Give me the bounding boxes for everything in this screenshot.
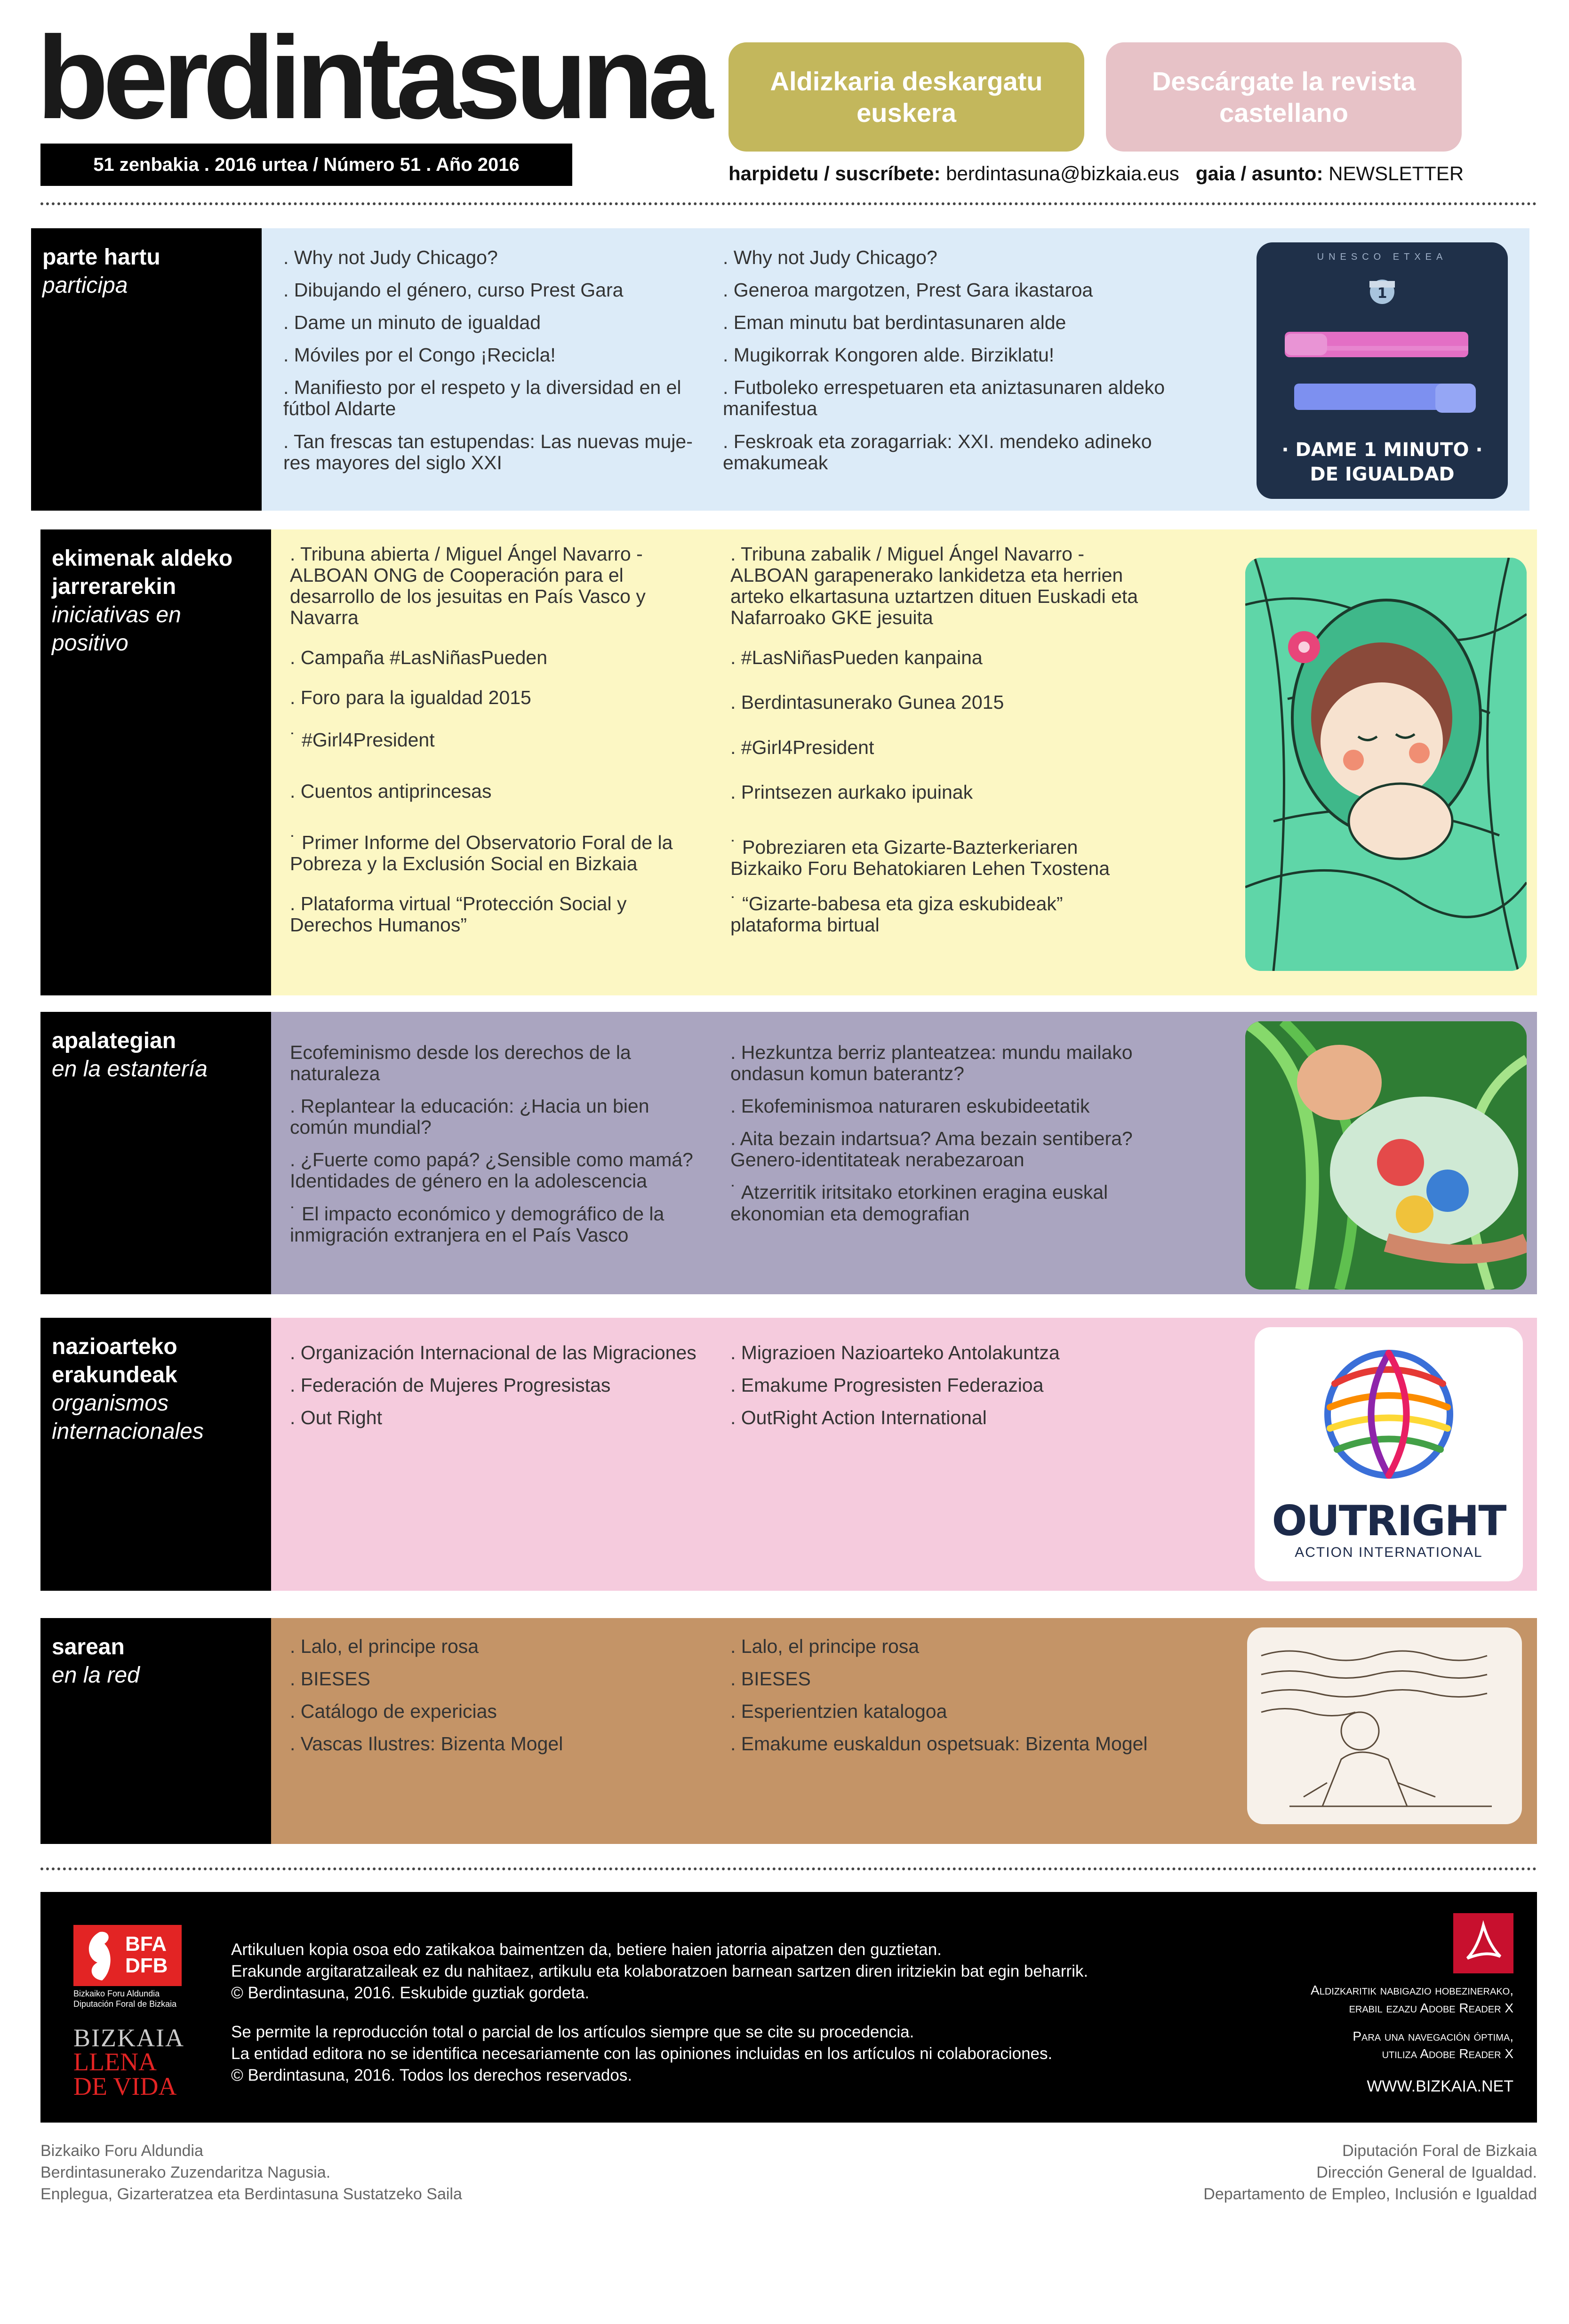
- svg-text:1: 1: [1377, 285, 1387, 302]
- bizkaia-llena-de-vida-logo: [73, 2026, 184, 2099]
- list-eu: [723, 247, 1184, 485]
- section-title-eu: ekimenak aldeko jarrerarekin: [52, 546, 233, 599]
- subscribe-line: [728, 162, 1464, 185]
- bizkaia-text: BIZKAIA: [73, 2024, 184, 2052]
- credit-es-1: Diputación Foral de Bizkaia: [1342, 2142, 1537, 2160]
- list-item-link[interactable]: . Esperientzien katalogoa: [730, 1700, 947, 1723]
- issue-bar: 51 zenbakia . 2016 urtea / Número 51 . Año 2016: [40, 144, 572, 186]
- image-title-2: DE IGUALDAD: [1310, 464, 1455, 485]
- image-title-1: · DAME 1 MINUTO ·: [1281, 439, 1483, 461]
- section-participate: [31, 228, 1529, 511]
- list-es: [290, 1636, 713, 1766]
- adobe-reader-note: [1311, 1981, 1513, 2098]
- list-item-link[interactable]: . Manifiesto por el respeto y la diversidad en el fútbol Aldarte: [283, 377, 681, 420]
- section-title-es: iniciativas en positivo: [52, 602, 181, 656]
- list-item-link[interactable]: . Migrazioen Nazioarteko Antolakuntza: [730, 1342, 1060, 1363]
- list-item-link[interactable]: . Out Right: [290, 1407, 382, 1429]
- legal-eu-2: Erakunde argitaratzaileak ez du nahitaez, artikulu eta kolaboratzoen barnean sartzen diren iritziekin bat egin beharrik.: [231, 1962, 1089, 1981]
- topic-value: NEWSLETTER: [1329, 162, 1464, 184]
- reader-eu-1: Aldizkaritik nabigazio hobezinerako,: [1311, 1983, 1513, 1997]
- list-item-link[interactable]: . Vascas Ilustres: Bizenta Mogel: [290, 1733, 563, 1755]
- bfa-dfb-text: [125, 1933, 168, 1977]
- list-item-link[interactable]: . Catálogo de expericias: [290, 1700, 497, 1723]
- section-title-eu: parte hartu: [42, 245, 160, 270]
- list-item-link[interactable]: ˙ Atzerritik iritsitako etorkinen eragina euskal ekonomian eta demografian: [730, 1181, 1108, 1225]
- legal-eu-3: © Berdintasuna, 2016. Eskubide guztiak gordeta.: [231, 1984, 590, 2003]
- section-body: [271, 529, 1537, 995]
- magazine-logo: berdintasuna: [37, 12, 708, 143]
- section-title-es: en la estantería: [52, 1057, 208, 1082]
- section-label: [40, 1318, 271, 1591]
- list-item-link[interactable]: . Tribuna abierta / Miguel Ángel Navarro - ALBOAN ONG de Cooperación para el desarrollo de los jesuitas en País Vasco y Navarra: [290, 543, 646, 629]
- section-label: [40, 1012, 271, 1294]
- legal-es-1: Se permite la reproducción total o parcial de los artículos siempre que se cite su procedencia.: [231, 2022, 914, 2041]
- list-item-link[interactable]: . Dame un minuto de igualdad: [283, 312, 541, 334]
- list-item-link[interactable]: ˙ Pobreziaren eta Gizarte-Bazterkeriaren Bizkaiko Foru Behatokiaren Lehen Txostena: [730, 836, 1110, 879]
- footer-credits-es: [1203, 2140, 1537, 2205]
- list-item-link[interactable]: . BIESES: [290, 1668, 370, 1690]
- list-item-link[interactable]: . Móviles por el Congo ¡Recicla!: [283, 344, 556, 366]
- woman-nature-illustration-icon: [1245, 1021, 1527, 1290]
- section-body: [262, 228, 1529, 511]
- download-basque-button[interactable]: Aldizkaria deskargatu euskera: [728, 42, 1084, 152]
- section-body: [271, 1618, 1537, 1844]
- list-eu: [730, 1342, 1154, 1440]
- reader-es-1: Para una navegación óptima,: [1353, 2028, 1513, 2044]
- list-item-link[interactable]: . Futboleko errespetuaren eta aniztasunaren aldeko manifestua: [723, 377, 1165, 420]
- outright-logo-text: OUTRIGHT: [1272, 1497, 1506, 1545]
- list-item-link[interactable]: . Berdintasunerako Gunea 2015: [730, 691, 1004, 713]
- section-title-es: en la red: [52, 1663, 140, 1688]
- section-body: [271, 1012, 1537, 1294]
- section-title-eu: nazioarteko erakundeak: [52, 1334, 177, 1387]
- list-item-link[interactable]: . Tribuna zabalik / Miguel Ángel Navarro - ALBOAN garapenerako lankidetza eta herrien arteko elkartasuna uztartzen dituen Euskadi eta Nafarroako GKE jesuita: [730, 543, 1138, 629]
- divider-top: [40, 202, 1537, 205]
- list-item-link[interactable]: . Federación de Mujeres Progresistas: [290, 1374, 611, 1396]
- list-item-link[interactable]: . Printsezen aurkako ipuinak: [730, 781, 973, 803]
- thumbnail-ecofeminism[interactable]: [1245, 1021, 1527, 1290]
- de-vida-text: DE VIDA: [73, 2072, 177, 2100]
- list-item-link[interactable]: . Lalo, el principe rosa: [730, 1635, 920, 1657]
- legal-text: [231, 1939, 1088, 2103]
- topic-label: gaia / asunto:: [1195, 162, 1323, 184]
- footer-credits-eu: [40, 2140, 462, 2205]
- image-caption: UNESCO ETXEA: [1317, 252, 1448, 262]
- list-item-link[interactable]: . Emakume Progresisten Federazioa: [730, 1374, 1044, 1396]
- list-item-link[interactable]: . Foro para la igualdad 2015: [290, 687, 531, 709]
- download-spanish-button[interactable]: Descárgate la revista castellano: [1106, 42, 1462, 152]
- list-item-link[interactable]: . Dibujando el género, curso Prest Gara: [283, 279, 624, 301]
- section-label: [40, 1618, 271, 1844]
- girl-illustration-icon: [1245, 558, 1527, 971]
- bfa-caption: [73, 1989, 176, 2009]
- list-item-link[interactable]: ˙ “Gizarte-babesa eta giza eskubideak” plataforma birtual: [730, 892, 1063, 936]
- list-eu: [730, 544, 1154, 947]
- list-item-link[interactable]: . Why not Judy Chicago?: [723, 247, 937, 268]
- list-es: [290, 544, 704, 947]
- list-item-link[interactable]: . Cuentos antiprincesas: [290, 780, 492, 802]
- handwriting-portrait-icon: [1247, 1627, 1522, 1824]
- credit-es-3: Departamento de Empleo, Inclusión e Igualdad: [1203, 2185, 1537, 2203]
- section-initiatives: [40, 529, 1537, 995]
- credit-eu-2: Berdintasunerako Zuzendaritza Nagusia.: [40, 2163, 331, 2181]
- legal-es-3: © Berdintasuna, 2016. Todos los derechos reservados.: [231, 2066, 632, 2084]
- reader-es-2: utiliza Adobe Reader X: [1382, 2046, 1513, 2061]
- list-item-link[interactable]: . Organización Internacional de las Migraciones: [290, 1342, 696, 1363]
- list-item-link[interactable]: Ecofeminismo desde los derechos de la naturaleza: [290, 1042, 631, 1085]
- oak-leaf-icon: [76, 1925, 123, 1986]
- credit-es-2: Dirección General de Igualdad.: [1316, 2163, 1537, 2181]
- bfa-text: BFA: [125, 1932, 167, 1955]
- list-item-link[interactable]: . Plataforma virtual “Protección Social y Derechos Humanos”: [290, 892, 627, 936]
- list-item-link[interactable]: . ¿Fuerte como papá? ¿Sensible como mamá? Identidades de género en la adolescencia: [290, 1149, 693, 1192]
- list-item-link[interactable]: ˙ Primer Informe del Observatorio Foral de la Pobreza y la Exclusión Social en Bizkaia: [290, 831, 673, 874]
- credit-eu-3: Enplegua, Gizarteratzea eta Berdintasuna Sustatzeko Saila: [40, 2185, 462, 2203]
- list-eu: [730, 1636, 1154, 1766]
- outright-logo-subtitle: ACTION INTERNATIONAL: [1295, 1545, 1483, 1560]
- reader-eu-2: erabil ezazu Adobe Reader X: [1349, 2000, 1513, 2015]
- subscribe-label: harpidetu / suscríbete:: [728, 162, 941, 184]
- list-item-link[interactable]: . Lalo, el principe rosa: [290, 1635, 479, 1657]
- list-item-link[interactable]: . Eman minutu bat berdintasunaren alde: [723, 312, 1066, 334]
- list-item-link[interactable]: . Feskroak eta zoragarriak: XXI. mendeko adineko emakumeak: [723, 430, 1152, 473]
- bfa-caption-es: Diputación Foral de Bizkaia: [73, 1999, 177, 2009]
- list-item-link[interactable]: . Tan frescas tan estupendas: Las nuevas muje-res mayores del siglo XXI: [283, 430, 693, 473]
- list-item-link[interactable]: . BIESES: [730, 1668, 811, 1690]
- footer: [40, 1892, 1537, 2123]
- section-label: [31, 228, 262, 511]
- bfa-dfb-logo[interactable]: [73, 1925, 182, 1986]
- llena-text: LLENA: [73, 2048, 157, 2076]
- divider-bottom: [40, 1867, 1537, 1870]
- section-title-es: organismos internacionales: [52, 1391, 204, 1444]
- list-item-link[interactable]: ˙ #Girl4President: [290, 729, 435, 751]
- list-item-link[interactable]: . Campaña #LasNiñasPueden: [290, 647, 548, 669]
- list-item-link[interactable]: . Replantear la educación: ¿Hacia un bien común mundial?: [290, 1095, 649, 1138]
- list-item-link[interactable]: . Ekofeminismoa naturaren eskubideetatik: [730, 1095, 1090, 1117]
- list-item-link[interactable]: ˙ El impacto económico y demográfico de la inmigración extranjera en el País Vasco: [290, 1202, 664, 1246]
- list-item-link[interactable]: . #Girl4President: [730, 736, 874, 758]
- list-eu: [730, 1042, 1154, 1236]
- section-title-eu: sarean: [52, 1635, 125, 1659]
- credit-eu-1: Bizkaiko Foru Aldundia: [40, 2142, 203, 2160]
- thumbnail-girl-illustration[interactable]: [1245, 558, 1527, 971]
- list-es: [283, 247, 707, 485]
- thumbnail-bizenta-mogel[interactable]: [1247, 1627, 1522, 1824]
- section-title-eu: apalategian: [52, 1028, 176, 1053]
- list-item-link[interactable]: . OutRight Action International: [730, 1407, 987, 1429]
- list-item-link[interactable]: . Why not Judy Chicago?: [283, 247, 498, 268]
- list-item-link[interactable]: . Emakume euskaldun ospetsuak: Bizenta Mogel: [730, 1733, 1148, 1755]
- subscribe-email-link[interactable]: berdintasuna@bizkaia.eus: [946, 162, 1179, 184]
- section-label: [40, 529, 271, 995]
- section-body: [271, 1318, 1537, 1591]
- adobe-reader-icon[interactable]: [1453, 1913, 1513, 1973]
- bfa-caption-eu: Bizkaiko Foru Aldundia: [73, 1989, 160, 1998]
- list-item-link[interactable]: . #LasNiñasPueden kanpaina: [730, 647, 983, 669]
- section-online: [40, 1618, 1537, 1844]
- section-bookshelf: [40, 1012, 1537, 1294]
- thumbnail-minute-equality[interactable]: [1257, 242, 1508, 499]
- list-es: [290, 1042, 704, 1257]
- section-title-es: participa: [42, 273, 128, 298]
- website-link[interactable]: WWW.BIZKAIA.NET: [1367, 2077, 1513, 2096]
- list-item-link[interactable]: . Hezkuntza berriz planteatzea: mundu mailako ondasun komun baterantz?: [730, 1042, 1133, 1085]
- list-es: [290, 1342, 713, 1440]
- legal-eu-1: Artikuluen kopia osoa edo zatikakoa baimentzen da, betiere haien jatorria aipatzen den guztietan.: [231, 1940, 942, 1959]
- section-international: [40, 1318, 1537, 1591]
- rainbow-globe-icon: [1255, 1327, 1523, 1497]
- list-item-link[interactable]: . Generoa margotzen, Prest Gara ikastaroa: [723, 279, 1093, 301]
- dfb-text: DFB: [125, 1954, 168, 1978]
- legal-es-2: La entidad editora no se identifica necesariamente con las opiniones incluidas en los artículos ni colaboraciones.: [231, 2044, 1053, 2063]
- thumbnail-outright-logo[interactable]: [1255, 1327, 1523, 1581]
- list-item-link[interactable]: . Aita bezain indartsua? Ama bezain sentibera? Genero-identitateak nerabezaroan: [730, 1128, 1133, 1171]
- list-item-link[interactable]: . Mugikorrak Kongoren alde. Birziklatu!: [723, 344, 1055, 366]
- pdf-icon: [1453, 1913, 1513, 1973]
